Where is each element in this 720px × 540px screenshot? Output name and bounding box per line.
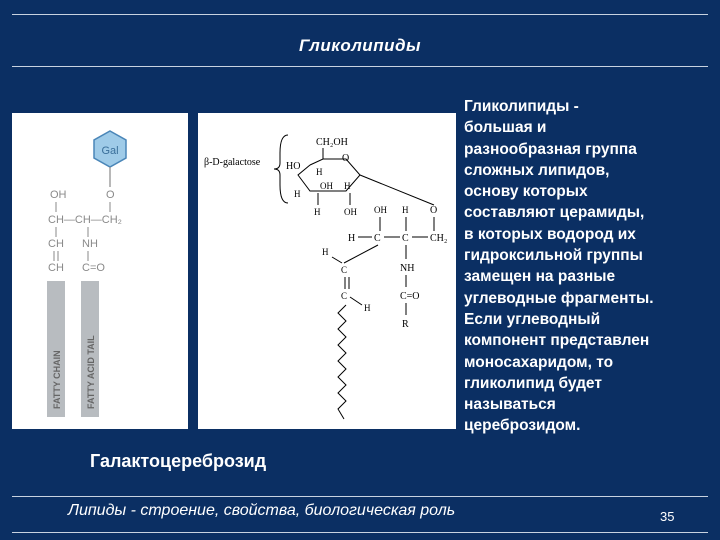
r-label: R [402, 319, 409, 330]
galactocerebroside-schematic [12, 113, 188, 429]
co-label: C=O [400, 291, 420, 302]
c-label-1: C [374, 233, 381, 244]
oh-label-1: OH [320, 181, 333, 191]
h-label-8: H [364, 303, 371, 313]
beta-galactose-label: β-D-galactose [204, 157, 261, 168]
slide-title: Гликолипиды [298, 36, 421, 55]
structural-formula [198, 113, 456, 429]
schematic-drawing [12, 113, 188, 429]
fatty-chain-label: FATTY CHAIN [52, 350, 62, 409]
h-label-4: H [314, 207, 321, 217]
o-label: O [430, 205, 438, 216]
h-label-5: H [402, 205, 409, 215]
nh-label: NH [400, 263, 415, 274]
c-label-3: C [341, 265, 348, 275]
formula-drawing [198, 113, 456, 429]
row1-right: O [106, 189, 115, 201]
c-label-4: C [341, 291, 348, 301]
row4-left: CH [48, 262, 64, 274]
ho-label: HO [286, 161, 301, 172]
h-label-6: H [348, 233, 356, 244]
row1-left: OH [50, 189, 67, 201]
hydrocarbon-chain [338, 305, 346, 419]
ring-oxygen: O [342, 153, 350, 164]
oh-label-2: OH [344, 207, 357, 217]
title-underline [12, 66, 708, 67]
footer-text: Липиды - строение, свойства, биологическая роль [68, 502, 456, 519]
c-label-2: C [402, 233, 409, 244]
page-number: 35 [660, 509, 675, 524]
row3-left: CH [48, 238, 64, 250]
oh-label-3: OH [374, 205, 387, 215]
description-text: Гликолипиды - большая и разнообразная группа сложных липидов, основу которых составляют церамиды, в которых водород их гидроксильной группы замещен на разные углеводные фрагменты. Если углеводный компонент представлен моносахаридом, то гликолипид будет называться цереброзидом. [464, 98, 654, 435]
h-label-3: H [294, 189, 301, 199]
figure-caption: Галактоцереброзид [90, 451, 267, 471]
h-label-7: H [322, 247, 329, 257]
top-rule [12, 14, 708, 15]
h-label-2: H [344, 181, 351, 191]
ch2-label: CH₂ [430, 233, 448, 244]
row2-backbone: CH—CH—CH₂ [48, 214, 122, 226]
row3-right: NH [82, 238, 98, 250]
bottom-rule [12, 532, 708, 533]
h-label-1: H [316, 167, 323, 177]
footer-rule [12, 496, 708, 497]
fatty-acid-tail-label: FATTY ACID TAIL [86, 335, 96, 409]
row4-right: C=O [82, 262, 105, 274]
sugar-label: Gal [101, 145, 119, 157]
ch2oh-label: CH₂OH [316, 137, 348, 148]
